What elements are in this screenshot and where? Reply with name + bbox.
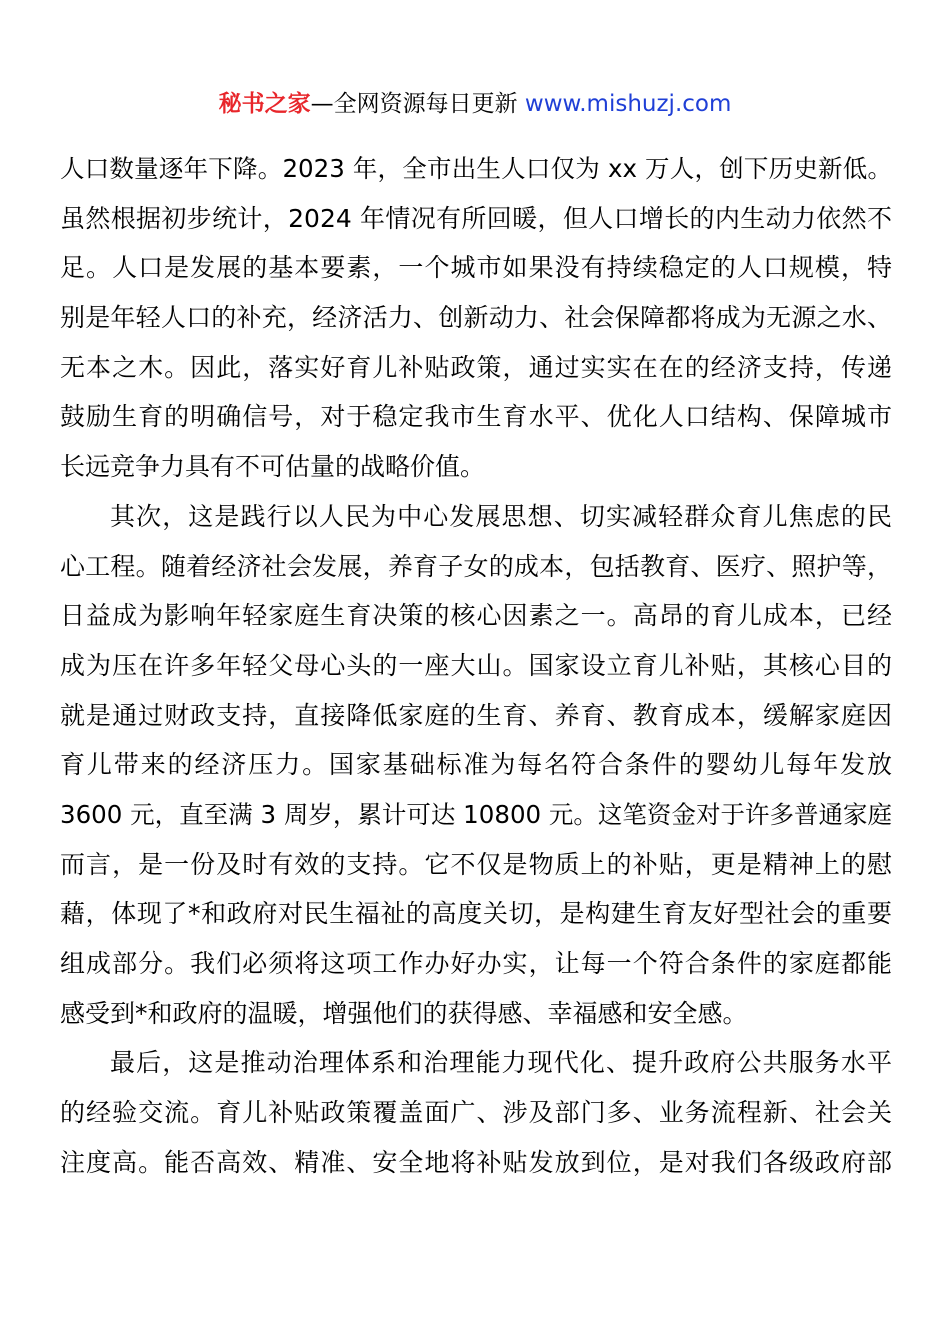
text-line: 虽然根据初步统计，2024 年情况有所回暖，但人口增长的内生动力依然不 <box>60 203 892 233</box>
document-body <box>60 144 892 1187</box>
page-header <box>0 88 950 120</box>
text-line: 鼓励生育的明确信号，对于稳定我市生育水平、优化人口结构、保障城市 <box>60 402 892 432</box>
text-line: 注度高。能否高效、精准、安全地将补贴发放到位，是对我们各级政府部 <box>60 1147 892 1177</box>
text-line: 心工程。随着经济社会发展，养育子女的成本，包括教育、医疗、照护等， <box>60 551 892 581</box>
text-line: 成为压在许多年轻父母心头的一座大山。国家设立育儿补贴，其核心目的 <box>60 650 892 680</box>
brand-name: 秘书之家 <box>218 91 311 117</box>
text-line: 长远竞争力具有不可估量的战略价值。 <box>60 452 486 482</box>
text-line: 就是通过财政支持，直接降低家庭的生育、养育、教育成本，缓解家庭因 <box>60 700 892 730</box>
text-line: 别是年轻人口的补充，经济活力、创新动力、社会保障都将成为无源之水、 <box>60 303 892 333</box>
text-line: 而言，是一份及时有效的支持。它不仅是物质上的补贴，更是精神上的慰 <box>60 849 892 879</box>
site-url-link[interactable]: www.mishuzj.com <box>524 91 732 117</box>
text-line: 藉，体现了*和政府对民生福祉的高度关切，是构建生育友好型社会的重要 <box>60 899 892 929</box>
text-line: 足。人口是发展的基本要素，一个城市如果没有持续稳定的人口规模，特 <box>60 253 892 283</box>
text-line: 组成部分。我们必须将这项工作办好办实，让每一个符合条件的家庭都能 <box>60 949 892 978</box>
text-line: 人口数量逐年下降。2023 年，全市出生人口仅为 xx 万人，创下历史新低。 <box>60 154 892 183</box>
text-line: 日益成为影响年轻家庭生育决策的核心因素之一。高昂的育儿成本，已经 <box>60 601 892 631</box>
header-tagline: —全网资源每日更新 <box>310 91 525 117</box>
text-line: 3600 元，直至满 3 周岁，累计可达 10800 元。这笔资金对于许多普通家庭 <box>60 799 892 829</box>
text-line: 育儿带来的经济压力。国家基础标准为每名符合条件的婴幼儿每年发放 <box>60 750 892 780</box>
text-line: 其次，这是践行以人民为中心发展思想、切实减轻群众育儿焦虑的民 <box>110 501 892 531</box>
text-line: 感受到*和政府的温暖，增强他们的获得感、幸福感和安全感。 <box>60 998 748 1028</box>
text-line: 最后，这是推动治理体系和治理能力现代化、提升政府公共服务水平 <box>110 1048 892 1078</box>
text-line: 无本之木。因此，落实好育儿补贴政策，通过实实在在的经济支持，传递 <box>60 352 892 382</box>
text-line: 的经验交流。育儿补贴政策覆盖面广、涉及部门多、业务流程新、社会关 <box>60 1098 892 1128</box>
